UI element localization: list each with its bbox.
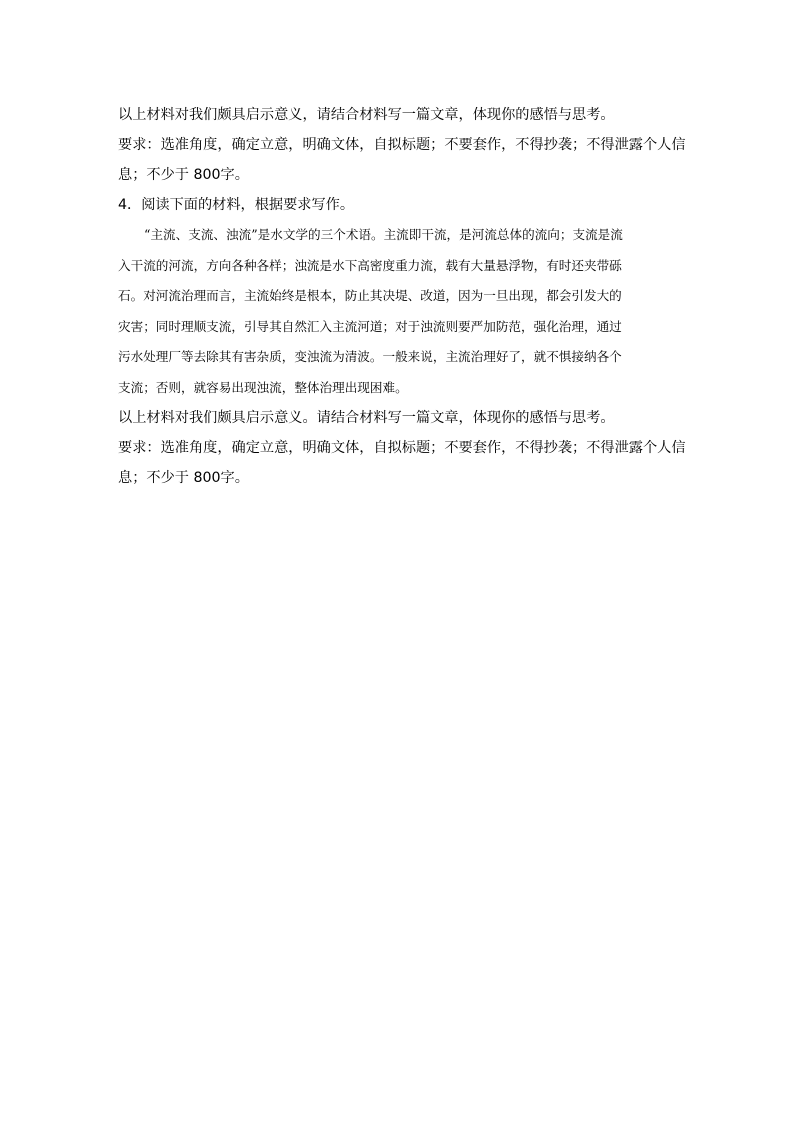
document-content [118, 100, 686, 493]
passage-line-3: 石。对河流治理而言，主流始终是根本，防止其决堤、改道，因为一旦出现，都会引发大的 [118, 288, 622, 303]
question-4-passage [118, 220, 680, 403]
passage-line-5: 污水处理厂等去除其有害杂质，变浊流为清波。一般来说，主流治理好了，就不惧接纳各个 [118, 349, 622, 364]
question-4-heading: 4．阅读下面的材料，根据要求写作。 [118, 197, 355, 213]
passage-line-2: 入干流的河流，方向各种各样；浊流是水下高密度重力流，载有大量悬浮物，有时还夹带砾 [118, 257, 622, 273]
passage-line-4: 灾害；同时理顺支流，引导其自然汇入主流河道；对于浊流则要严加防范，强化治理，通过 [118, 318, 622, 334]
requirement-2-line-2: 息；不少于 800字。 [118, 470, 249, 486]
writing-prompt-1: 以上材料对我们颇具启示意义，请结合材料写一篇文章，体现你的感悟与思考。 [118, 107, 615, 123]
passage-line-6: 支流；否则，就容易出现浊流，整体治理出现困难。 [118, 379, 408, 395]
requirement-2-line-1: 要求：选准角度，确定立意，明确文体，自拟标题；不要套作，不得抄袭；不得泄露个人信 [118, 440, 686, 456]
writing-prompt-2: 以上材料对我们颇具启示意义。请结合材料写一篇文章，体现你的感悟与思考。 [118, 410, 615, 426]
passage-line-1: “主流、支流、浊流”是水文学的三个术语。主流即干流，是河流总体的流向；支流是流 [144, 227, 623, 242]
requirement-1-line-2: 息；不少于 800字。 [118, 167, 249, 183]
requirement-1-line-1: 要求：选准角度，确定立意，明确文体，自拟标题；不要套作，不得抄袭；不得泄露个人信 [118, 137, 686, 153]
